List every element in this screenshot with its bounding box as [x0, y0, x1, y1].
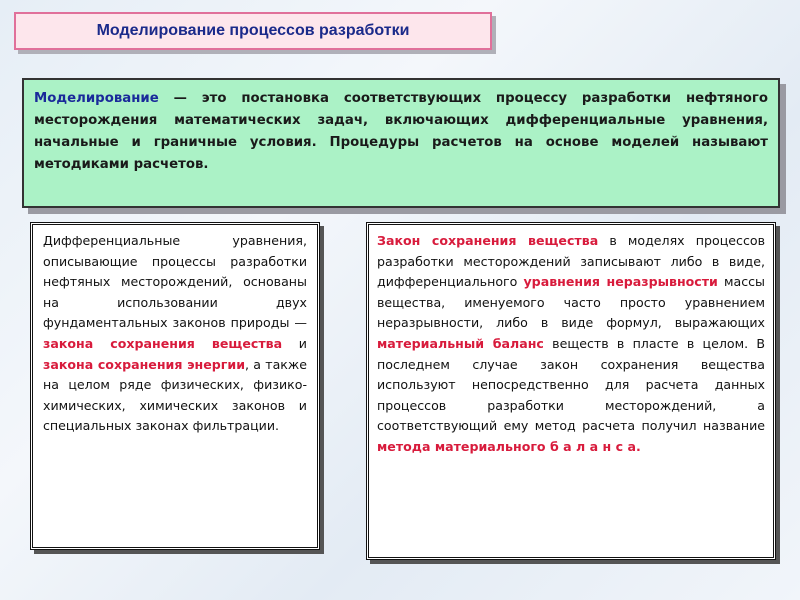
right-text-2: массы вещества, именуемого часто просто уравнением неразрывности, либо в виде формул, выражающих	[377, 274, 765, 331]
right-highlight-4: метода материального б а л а н с а.	[377, 438, 641, 454]
slide-title: Моделирование процессов разработки	[96, 22, 410, 39]
left-text-2: и	[282, 335, 307, 351]
definition-box	[22, 78, 780, 208]
left-text-3: , а также на целом ряде физических, физико-химических, химических законов и специальных законах фильтрации.	[43, 356, 307, 434]
right-text-box	[366, 222, 776, 560]
definition-term: Моделирование	[34, 91, 159, 106]
right-highlight-1: Закон сохранения вещества	[377, 233, 599, 248]
definition-text: — это постановка соответствующих процессу разработки нефтяного месторождения математических задач, включающих дифференциальные уравнения, начальные и граничные условия. Процедуры расчетов на основе моделей называют методиками расчетов.	[34, 91, 768, 172]
left-text-1: Дифференциальные уравнения, описывающие процессы разработки нефтяных месторождений, основаны на использовании двух фундаментальных законов природы —	[43, 233, 307, 331]
left-highlight-1: закона сохранения вещества	[43, 335, 283, 351]
left-highlight-2: закона сохранения энергии	[43, 356, 246, 372]
right-highlight-2: уравнения неразрывности	[523, 274, 718, 290]
right-text-3: веществ в пласте в целом. В последнем случае закон сохранения вещества используют непосредственно для расчета данных процессов разработки месторождений, а соответствующий ему метод расчета получил название	[377, 335, 766, 434]
right-highlight-3: материальный баланс	[377, 335, 544, 351]
right-text-1: в моделях процессов разработки месторождений записывают либо в виде, дифференциального	[377, 233, 765, 290]
slide-title-box	[14, 12, 492, 50]
left-text-box	[30, 222, 320, 550]
